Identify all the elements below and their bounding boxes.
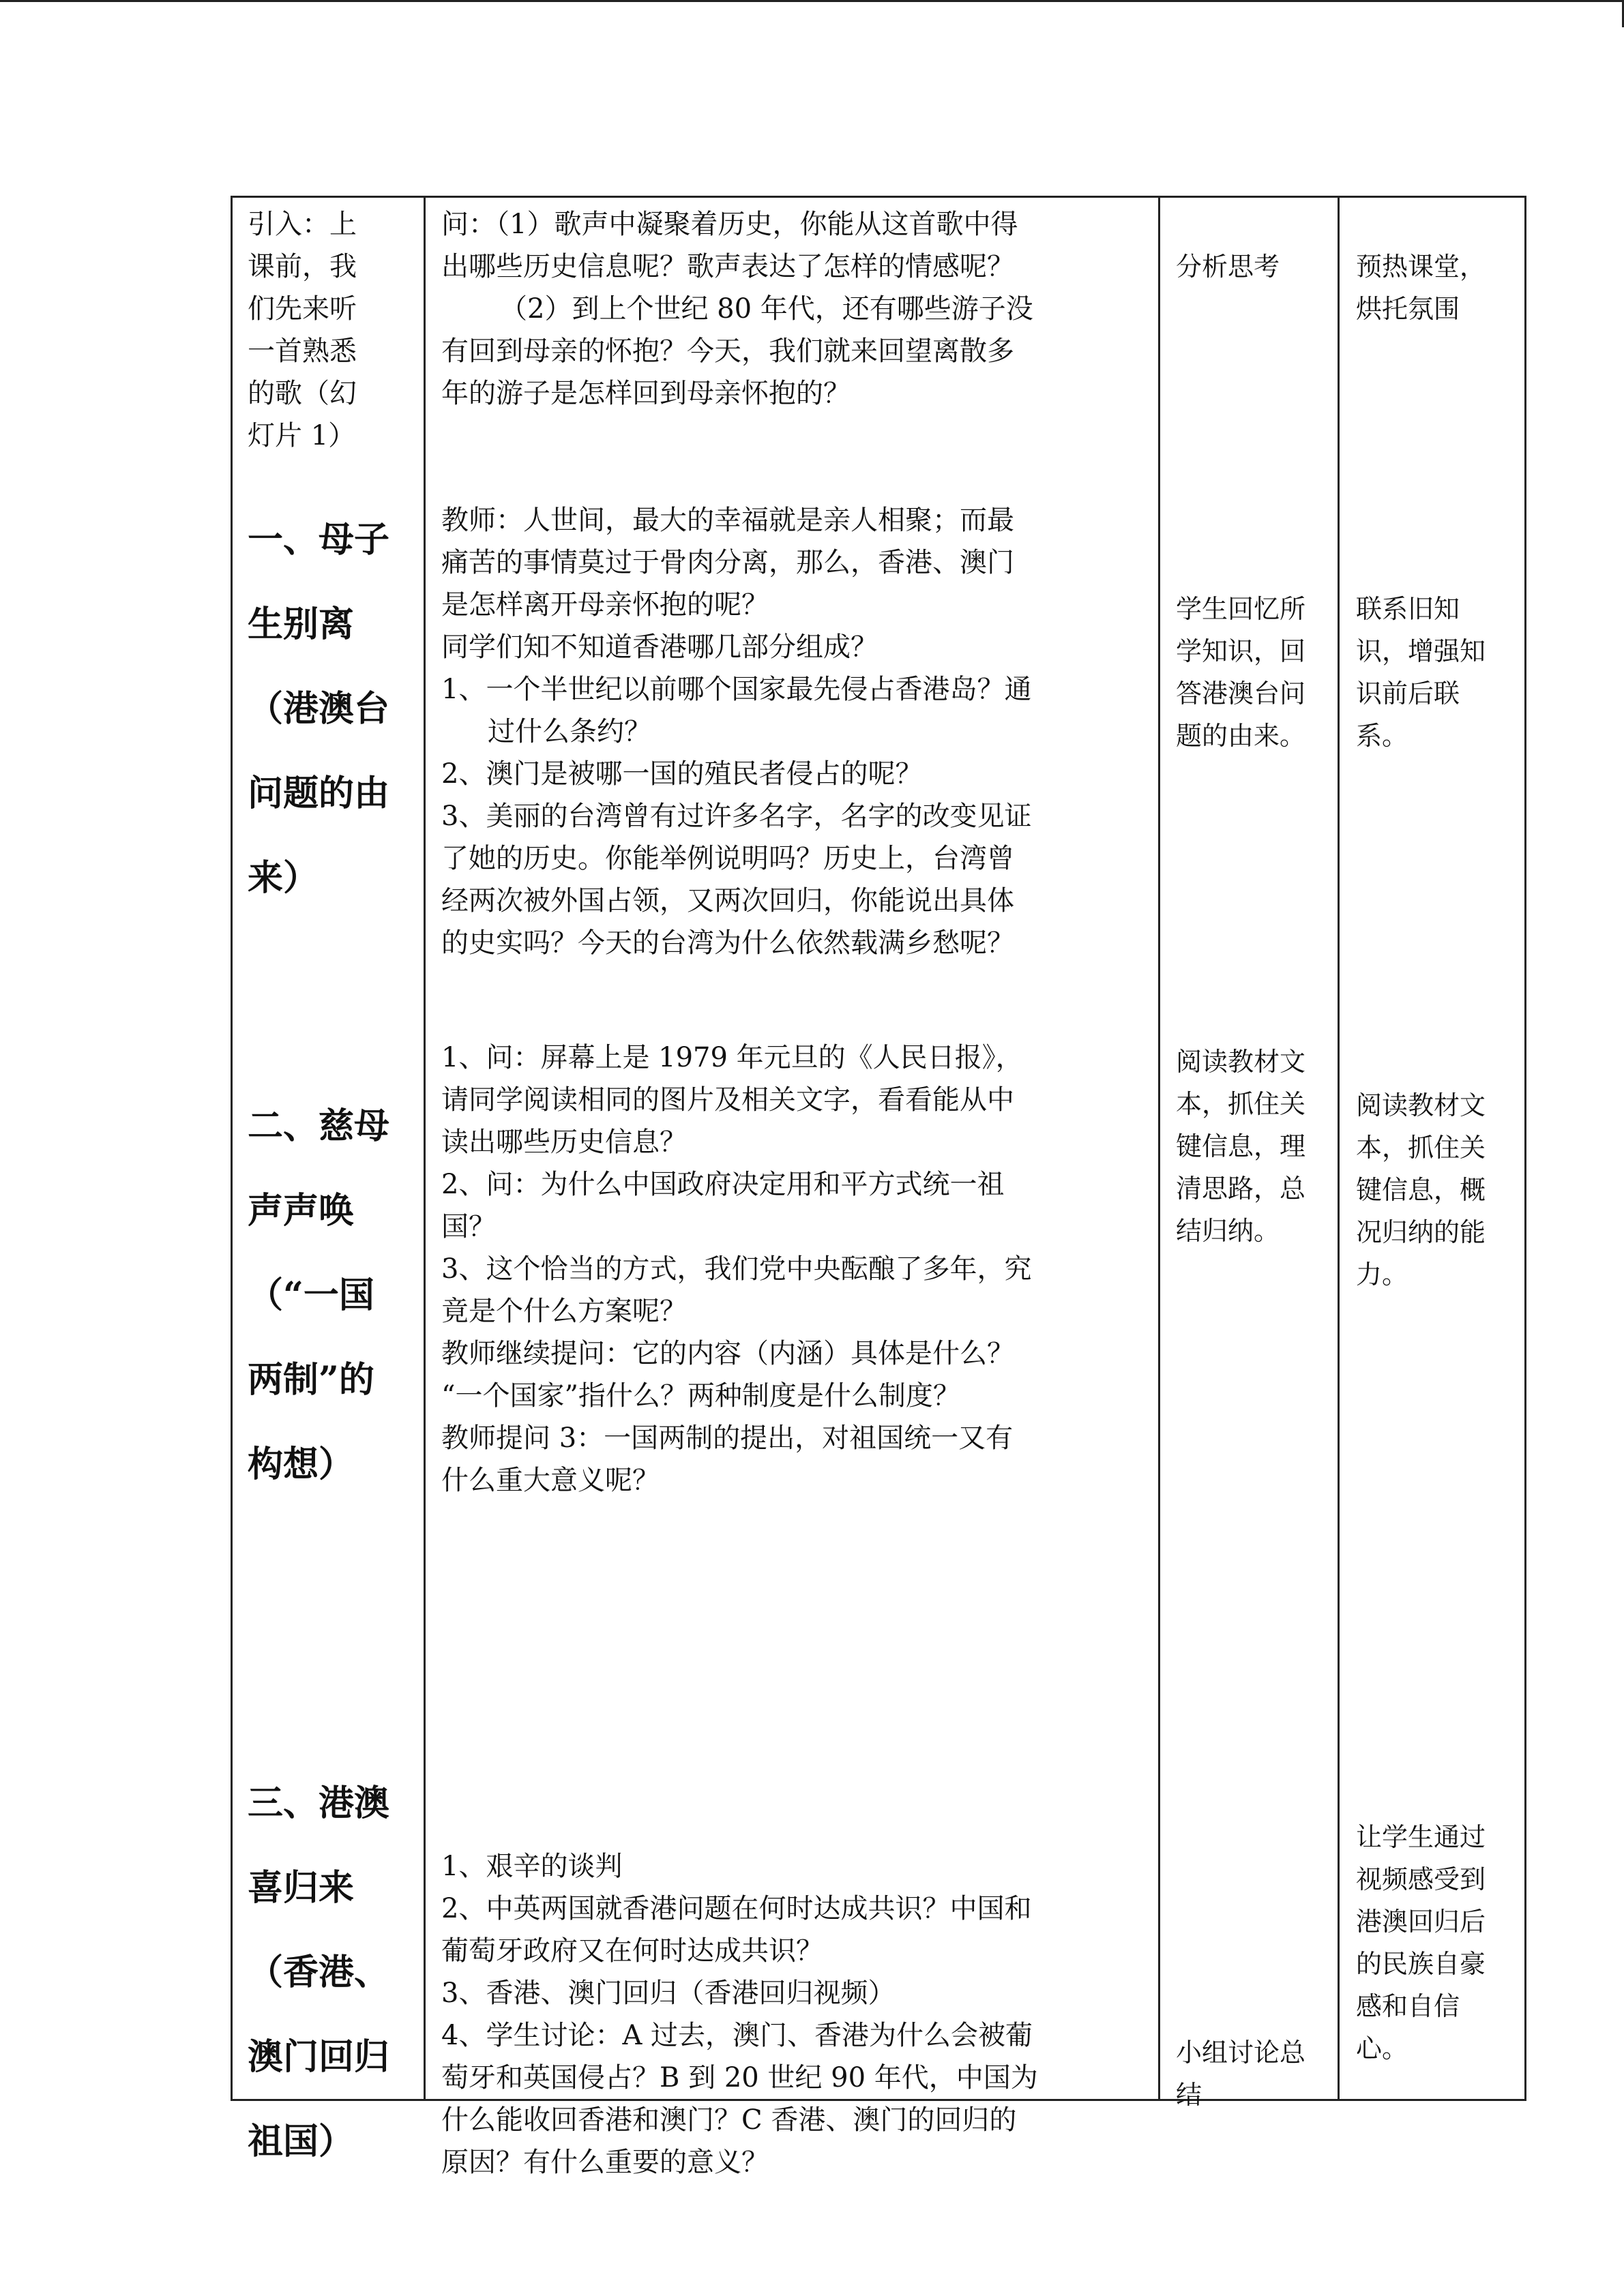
content-line: 教师继续提问：它的内容（内涵）具体是什么？ (441, 1338, 1014, 1369)
student-activity-cell-intro (1176, 245, 1280, 288)
student-activity-line: 结 (1176, 2080, 1202, 2110)
design-purpose-line: 视频感受到 (1356, 1864, 1486, 1894)
content-line: （2）到上个世纪 80 年代，还有哪些游子没 (500, 293, 1033, 325)
stage-line: 一首熟悉 (248, 336, 357, 367)
design-purpose-line: 本，抓住关 (1356, 1133, 1486, 1163)
content-line: 2、中英两国就香港问题在何时达成共识？中国和 (441, 1893, 1032, 1924)
student-activity-line: 阅读教材文 (1176, 1047, 1306, 1077)
design-purpose-cell-section-1 (1356, 588, 1486, 757)
design-purpose-line: 力。 (1356, 1259, 1408, 1289)
design-purpose-cell-intro (1356, 245, 1486, 330)
content-line: 了她的历史。你能举例说明吗？历史上，台湾曾 (441, 843, 1014, 874)
content-line: 请同学阅读相同的图片及相关文字，看看能从中 (441, 1084, 1014, 1116)
student-activity-cell-section-3 (1176, 2031, 1305, 2116)
design-purpose-line: 预热课堂， (1356, 252, 1486, 282)
design-purpose-line: 识前后联 (1356, 679, 1460, 709)
stage-line: 灯片 1） (248, 420, 356, 451)
student-activity-line: 分析思考 (1176, 252, 1280, 282)
content-line: 萄牙和英国侵占？B 到 20 世纪 90 年代，中国为 (441, 2062, 1038, 2093)
page-top-rule (0, 0, 1624, 2)
stage-cell-section-2 (248, 1084, 389, 1507)
column-divider (1158, 198, 1160, 2099)
content-cell-intro (441, 203, 1033, 415)
design-purpose-line: 的民族自豪 (1356, 1949, 1486, 1979)
content-line: 经两次被外国占领，又两次回归，你能说出具体 (441, 885, 1014, 916)
content-line: 3、这个恰当的方式，我们党中央酝酿了多年，究 (441, 1253, 1032, 1285)
student-activity-line: 题的由来。 (1176, 721, 1306, 751)
design-purpose-line: 况归纳的能 (1356, 1217, 1486, 1247)
content-line: 1、一个半世纪以前哪个国家最先侵占香港岛？通 (441, 674, 1032, 705)
column-divider (424, 198, 426, 2099)
section-heading-line: （“一国 (248, 1274, 374, 1316)
content-line: 3、香港、澳门回归（香港回归视频） (441, 1978, 896, 2009)
content-line: 什么能收回香港和澳门？C 香港、澳门的回归的 (441, 2104, 1017, 2136)
content-line: 有回到母亲的怀抱？今天，我们就来回望离散多 (441, 336, 1014, 367)
student-activity-line: 键信息，理 (1176, 1131, 1306, 1161)
content-line: 读出哪些历史信息？ (441, 1127, 687, 1158)
section-heading-line: 二、慈母 (248, 1105, 390, 1147)
stage-line: 们先来听 (248, 293, 357, 325)
content-line: 4、学生讨论：A 过去，澳门、香港为什么会被葡 (441, 2020, 1033, 2051)
student-activity-line: 结归纳。 (1176, 1216, 1280, 1246)
stage-cell-section-3 (248, 1761, 389, 2184)
stage-cell-section-1 (248, 498, 389, 921)
content-line: 2、问：为什么中国政府决定用和平方式统一祖 (441, 1169, 1005, 1200)
content-line: 同学们知不知道香港哪几部分组成？ (441, 631, 878, 663)
content-line: 1、问：屏幕上是 1979 年元旦的《人民日报》， (441, 1042, 1023, 1073)
section-heading-line: 三、港澳 (248, 1783, 390, 1824)
column-divider (1338, 198, 1340, 2099)
design-purpose-line: 系。 (1356, 721, 1408, 751)
stage-line: 课前，我 (248, 251, 357, 282)
content-line: 教师提问 3：一国两制的提出，对祖国统一又有 (441, 1422, 1014, 1454)
content-line: 年的游子是怎样回到母亲怀抱的？ (441, 378, 851, 409)
design-purpose-line: 烘托氛围 (1356, 294, 1460, 324)
design-purpose-cell-section-3 (1356, 1816, 1486, 2070)
content-line: 出哪些历史信息呢？歌声表达了怎样的情感呢？ (441, 251, 1014, 282)
content-line: 国？ (441, 1211, 496, 1242)
content-line: 葡萄牙政府又在何时达成共识？ (441, 1935, 823, 1967)
design-purpose-line: 识，增强知 (1356, 636, 1486, 666)
design-purpose-line: 阅读教材文 (1356, 1090, 1486, 1120)
section-heading-line: 两制”的 (248, 1359, 374, 1401)
content-line: 2、澳门是被哪一国的殖民者侵占的呢？ (441, 758, 923, 790)
content-line: 教师：人世间，最大的幸福就是亲人相聚；而最 (441, 505, 1014, 536)
content-line: 3、美丽的台湾曾有过许多名字，名字的改变见证 (441, 801, 1032, 832)
content-line: 是怎样离开母亲怀抱的呢？ (441, 589, 769, 621)
student-activity-cell-section-1 (1176, 588, 1305, 757)
content-line: 问：（1）歌声中凝聚着历史，你能从这首歌中得 (441, 209, 1018, 240)
section-heading-line: 问题的由 (248, 773, 390, 814)
section-heading-line: 来） (248, 857, 319, 899)
stage-line: 的歌（幻 (248, 378, 357, 409)
content-line: 竟是个什么方案呢？ (441, 1296, 687, 1327)
content-line: 过什么条约？ (488, 716, 651, 747)
student-activity-line: 学生回忆所 (1176, 594, 1306, 624)
content-cell-section-2 (441, 1037, 1031, 1502)
design-purpose-cell-section-2 (1356, 1084, 1486, 1296)
stage-line: 引入：上 (248, 209, 357, 240)
section-heading-line: 澳门回归 (248, 2036, 390, 2078)
section-heading-line: 声声唤 (248, 1190, 355, 1232)
section-heading-line: （港澳台 (248, 688, 390, 730)
student-activity-cell-section-2 (1176, 1041, 1305, 1252)
student-activity-line: 本，抓住关 (1176, 1089, 1306, 1119)
content-line: 1、艰辛的谈判 (441, 1851, 623, 1882)
section-heading-line: 喜归来 (248, 1867, 355, 1909)
design-purpose-line: 感和自信 (1356, 1991, 1460, 2021)
design-purpose-line: 让学生通过 (1356, 1822, 1486, 1852)
section-heading-line: 构想） (248, 1444, 355, 1485)
section-heading-line: （香港、 (248, 1952, 390, 1993)
lesson-plan-table (231, 196, 1526, 2178)
design-purpose-line: 键信息，概 (1356, 1175, 1486, 1205)
student-activity-line: 小组讨论总 (1176, 2038, 1306, 2068)
content-line: 的史实吗？今天的台湾为什么依然载满乡愁呢？ (441, 927, 1014, 959)
content-line: 什么重大意义呢？ (441, 1465, 660, 1496)
student-activity-line: 答港澳台问 (1176, 679, 1306, 709)
stage-cell-intro (248, 203, 357, 457)
design-purpose-line: 港澳回归后 (1356, 1907, 1486, 1937)
content-line: 原因？有什么重要的意义？ (441, 2147, 769, 2178)
content-cell-section-1 (441, 499, 1031, 964)
content-line: “一个国家”指什么？两种制度是什么制度？ (441, 1380, 960, 1412)
student-activity-line: 清思路，总 (1176, 1174, 1306, 1204)
content-cell-section-3 (441, 1845, 1038, 2183)
student-activity-line: 学知识，回 (1176, 636, 1306, 666)
section-heading-line: 一、母子 (248, 519, 390, 561)
design-purpose-line: 心。 (1356, 2033, 1408, 2063)
section-heading-line: 祖国） (248, 2121, 355, 2162)
design-purpose-line: 联系旧知 (1356, 594, 1460, 624)
section-heading-line: 生别离 (248, 603, 355, 645)
content-line: 痛苦的事情莫过于骨肉分离，那么，香港、澳门 (441, 547, 1014, 578)
